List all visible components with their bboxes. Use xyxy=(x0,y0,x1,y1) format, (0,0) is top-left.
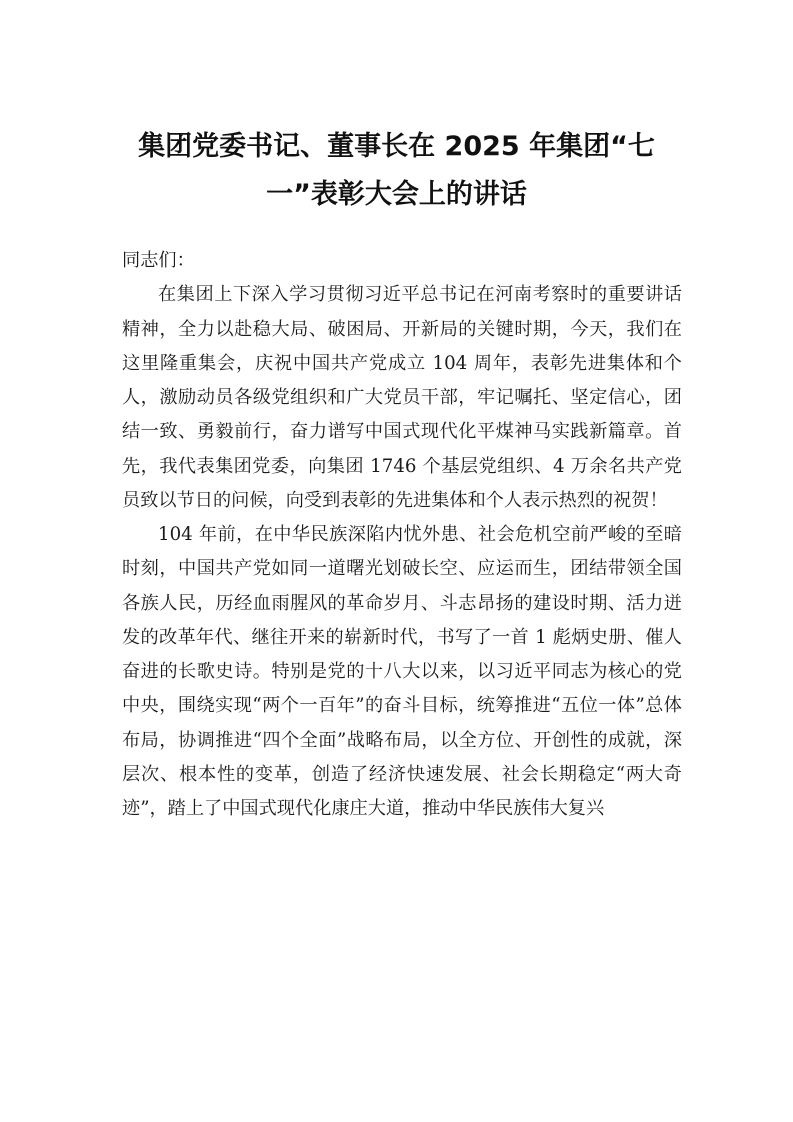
paragraph-2: 104 年前，在中华民族深陷内忧外患、社会危机空前严峻的至暗时刻，中国共产党如同一道曙光划破长空、应运而生，团结带领全国各族人民，历经血雨腥风的革命岁月、斗志昂扬的建设时期、活力迸发的改革年代、继往开来的崭新时代，书写了一首 1 彪炳史册、催人奋进的长歌史诗。特别是党的十八大以来，以习近平同志为核心的党中央，围绕实现“两个一百年”的奋斗目标，统筹推进“五位一体”总体布局，协调推进“四个全面”战略布局，以全方位、开创性的成就，深层次、根本性的变革，创造了经济快速发展、社会长期稳定“两大奇迹”，踏上了中国式现代化康庄大道，推动中华民族伟大复兴 xyxy=(122,524,682,819)
document-body xyxy=(122,244,682,826)
paragraph-1: 在集团上下深入学习贯彻习近平总书记在河南考察时的重要讲话精神，全力以赴稳大局、破困局、开新局的关键时期，今天，我们在这里隆重集会，庆祝中国共产党成立 104 周年，表彰先进集体和个人，激励动员各级党组织和广大党员干部，牢记嘱托、坚定信心，团结一致、勇毅前行，奋力谱写中国式现代化平煤神马实践新篇章。首先，我代表集团党委，向集团 1746 个基层党组织、4 万余名共产党员致以节日的问候，向受到表彰的先进集体和个人表示热烈的祝贺！ xyxy=(122,284,682,511)
document-title-line-2: 一”表彰大会上的讲话 xyxy=(266,179,527,210)
salutation: 同志们： xyxy=(122,250,195,271)
document-title-line-1: 集团党委书记、董事长在 2025 年集团“七 xyxy=(138,131,655,162)
